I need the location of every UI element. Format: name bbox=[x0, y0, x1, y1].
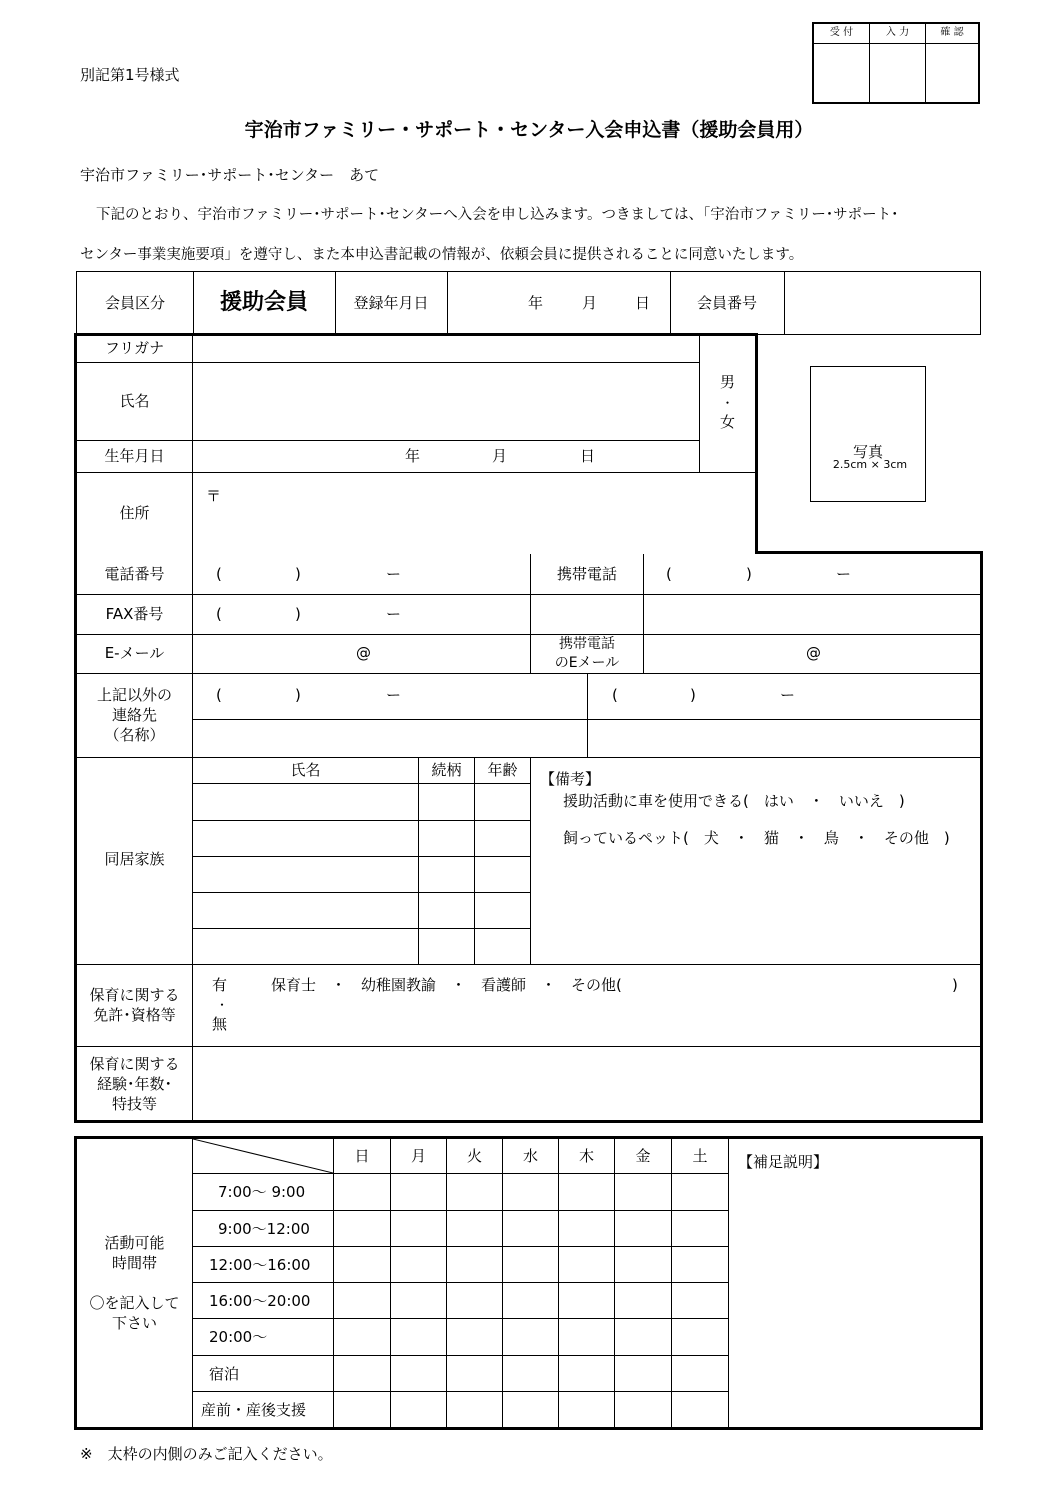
day-sat: 土 bbox=[692, 1147, 708, 1165]
intro-line-1: 下記のとおり、宇治市ファミリー･サポート･センターへ入会を申し込みます。つきましては、「宇治市ファミリー･サポート･ bbox=[96, 207, 899, 223]
car-use-option[interactable]: 援助活動に車を使用できる( はい ・ いいえ ) bbox=[563, 792, 905, 810]
member-category-value: 援助会員 bbox=[219, 290, 308, 315]
birth-month: 月 bbox=[492, 447, 508, 465]
address-field[interactable] bbox=[193, 473, 753, 553]
phone-paren-close: ) bbox=[295, 565, 301, 583]
email-at: @ bbox=[356, 644, 371, 662]
member-number-label: 会員番号 bbox=[696, 294, 757, 312]
other-dash: ー bbox=[386, 686, 402, 704]
family-col-name: 氏名 bbox=[290, 761, 321, 779]
availability-instr-1: 〇を記入して bbox=[89, 1294, 180, 1312]
qualification-options[interactable]: 保育士 ・ 幼稚園教諭 ・ 看護師 ・ その他( bbox=[271, 976, 622, 994]
other-paren-open: ( bbox=[216, 686, 222, 704]
form-number: 別記第1号様式 bbox=[80, 66, 180, 84]
photo-title: 写真 bbox=[852, 443, 883, 461]
availability-instr-2: 下さい bbox=[111, 1314, 157, 1332]
fax-paren-close: ) bbox=[295, 605, 301, 623]
mobile-email-at: @ bbox=[806, 644, 821, 662]
gender-separator: ・ bbox=[721, 396, 734, 410]
registration-date-label: 登録年月日 bbox=[353, 294, 429, 312]
fax-label: FAX番号 bbox=[105, 605, 164, 623]
mobile-email-label-2: のEメール bbox=[554, 655, 620, 671]
qualification-none[interactable]: 無 bbox=[212, 1015, 228, 1033]
postal-mark: 〒 bbox=[206, 487, 222, 505]
gender-male[interactable]: 男 bbox=[719, 373, 735, 391]
slot-maternity: 産前・産後支援 bbox=[201, 1401, 307, 1419]
email-label: E-メール bbox=[104, 644, 165, 662]
day-tue: 火 bbox=[466, 1147, 482, 1165]
name-field[interactable] bbox=[193, 363, 699, 440]
day-fri: 金 bbox=[635, 1147, 651, 1165]
qualification-separator: ・ bbox=[216, 998, 229, 1012]
experience-field[interactable] bbox=[193, 1047, 979, 1119]
mobile-label: 携帯電話 bbox=[556, 565, 617, 583]
family-label: 同居家族 bbox=[104, 850, 165, 868]
slot-20: 20:00～ bbox=[209, 1328, 268, 1346]
gender-female[interactable]: 女 bbox=[719, 413, 735, 431]
mobile-paren-close: ) bbox=[746, 565, 752, 583]
mobile-email-label-1: 携帯電話 bbox=[559, 636, 615, 652]
family-col-age: 年齢 bbox=[487, 761, 518, 779]
notes-title: 【備考】 bbox=[540, 770, 601, 788]
pets-option[interactable]: 飼っているペット( 犬 ・ 猫 ・ 鳥 ・ その他 ) bbox=[563, 829, 950, 847]
day-thu: 木 bbox=[578, 1147, 594, 1165]
other2-paren-open: ( bbox=[612, 686, 618, 704]
photo-box bbox=[810, 366, 926, 502]
address-label: 住所 bbox=[119, 504, 150, 522]
supplement-field[interactable] bbox=[729, 1174, 979, 1426]
slot-16-20: 16:00～20:00 bbox=[209, 1292, 311, 1310]
birth-day: 日 bbox=[580, 447, 596, 465]
form-title: 宇治市ファミリー・サポート・センター入会申込書（援助会員用） bbox=[244, 119, 814, 141]
fax-paren-open: ( bbox=[216, 605, 222, 623]
addressee: 宇治市ファミリー･サポート･センター あて bbox=[80, 166, 380, 184]
experience-label-3: 特技等 bbox=[111, 1095, 157, 1113]
availability-label-1: 活動可能 bbox=[104, 1234, 165, 1252]
day-mon: 月 bbox=[410, 1147, 426, 1165]
reg-day: 日 bbox=[635, 294, 651, 312]
supplement-title: 【補足説明】 bbox=[738, 1153, 829, 1171]
qualification-have[interactable]: 有 bbox=[212, 976, 228, 994]
other-contact-label-3: （名称） bbox=[104, 726, 165, 744]
other2-dash: ー bbox=[780, 686, 796, 704]
phone-dash: ー bbox=[386, 565, 402, 583]
mobile-dash: ー bbox=[836, 565, 852, 583]
stamp-received: 受 付 bbox=[829, 27, 854, 38]
fax-dash: ー bbox=[386, 605, 402, 623]
furigana-label: フリガナ bbox=[104, 339, 165, 357]
other2-paren-close: ) bbox=[690, 686, 696, 704]
reg-year: 年 bbox=[528, 294, 544, 312]
birthdate-label: 生年月日 bbox=[104, 447, 165, 465]
day-sun: 日 bbox=[354, 1147, 370, 1165]
slot-12-16: 12:00～16:00 bbox=[209, 1256, 311, 1274]
photo-size: 2.5cm × 3cm bbox=[832, 458, 908, 471]
stamp-entered: 入 力 bbox=[885, 27, 910, 38]
furigana-field[interactable] bbox=[193, 336, 699, 362]
experience-label-1: 保育に関する bbox=[89, 1055, 180, 1073]
office-stamp-box bbox=[812, 22, 980, 104]
intro-line-2: センター事業実施要項」を遵守し、また本申込書記載の情報が、依頼会員に提供されることに同意いたします。 bbox=[80, 247, 804, 263]
availability-label-2: 時間帯 bbox=[111, 1254, 157, 1272]
member-category-label: 会員区分 bbox=[104, 294, 165, 312]
other-paren-close: ) bbox=[295, 686, 301, 704]
phone-label: 電話番号 bbox=[104, 565, 165, 583]
stamp-confirmed: 確 認 bbox=[940, 27, 964, 38]
qualification-close-paren: ) bbox=[952, 976, 958, 994]
phone-paren-open: ( bbox=[216, 565, 222, 583]
slot-7-9: 7:00～ 9:00 bbox=[218, 1183, 306, 1201]
name-label: 氏名 bbox=[119, 392, 150, 410]
footer-note: ※ 太枠の内側のみご記入ください。 bbox=[80, 1445, 333, 1463]
birth-year: 年 bbox=[405, 447, 421, 465]
qualification-label-2: 免許･資格等 bbox=[93, 1006, 176, 1024]
reg-month: 月 bbox=[582, 294, 598, 312]
qualification-label-1: 保育に関する bbox=[89, 986, 180, 1004]
slot-overnight: 宿泊 bbox=[209, 1365, 240, 1383]
other-contact-label-1: 上記以外の bbox=[96, 686, 172, 704]
mobile-paren-open: ( bbox=[666, 565, 672, 583]
experience-label-2: 経験･年数･ bbox=[96, 1075, 172, 1093]
other-contact-label-2: 連絡先 bbox=[111, 706, 157, 724]
family-col-relation: 続柄 bbox=[431, 761, 462, 779]
day-wed: 水 bbox=[522, 1147, 538, 1165]
slot-9-12: 9:00～12:00 bbox=[218, 1220, 310, 1238]
